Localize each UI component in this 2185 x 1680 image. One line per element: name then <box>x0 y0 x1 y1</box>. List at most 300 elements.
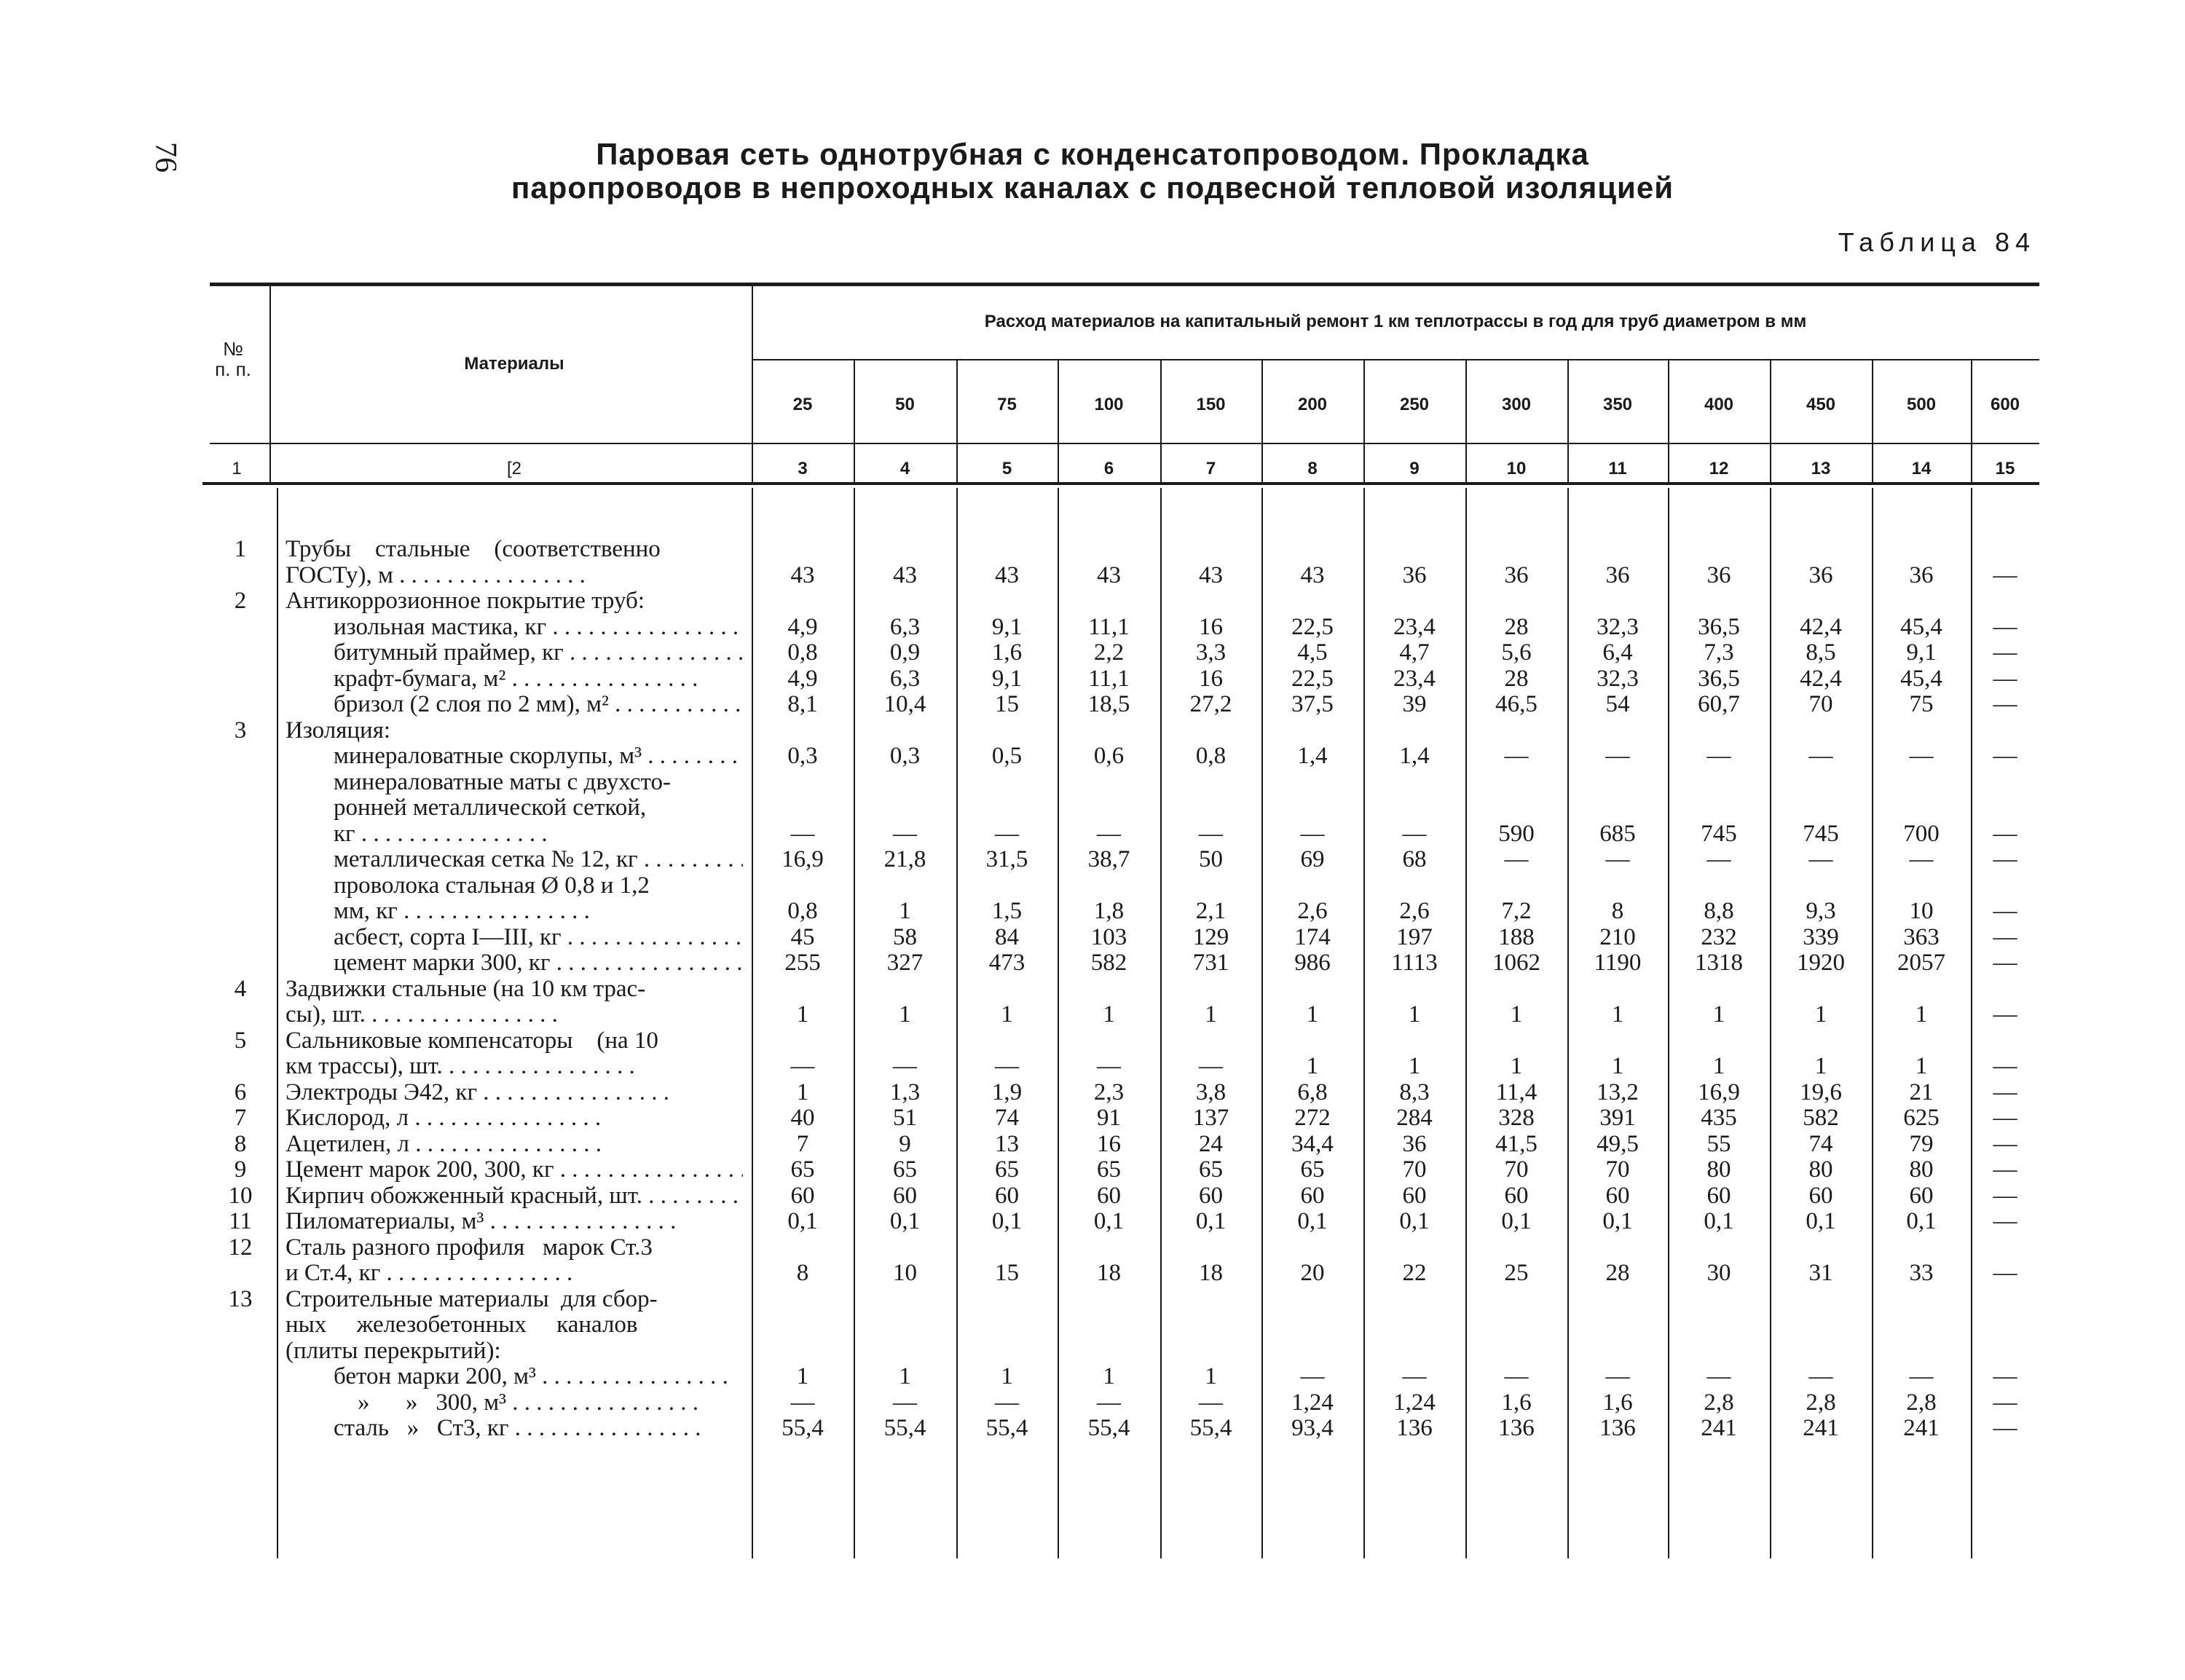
value-cell: 13 <box>995 1130 1019 1157</box>
value-cell: 1 <box>1205 1001 1217 1028</box>
header-materials: Материалы <box>464 354 564 374</box>
value-cell: 7 <box>796 1130 809 1157</box>
value-cell: 40 <box>790 1105 815 1131</box>
value-cell: 36 <box>1402 1130 1427 1157</box>
row-number: 13 <box>228 1285 253 1312</box>
value-cell: 30 <box>1706 1260 1731 1286</box>
value-cell: 7,2 <box>1501 898 1532 924</box>
value-cell: — <box>1504 1363 1529 1389</box>
value-cell: 55,4 <box>1087 1415 1130 1441</box>
value-cell: 65 <box>893 1156 917 1183</box>
value-cell: — <box>1993 1053 2017 1079</box>
value-cell: 0,1 <box>1093 1208 1125 1234</box>
material-label: сы), шт. . . . <box>286 1001 743 1028</box>
value-cell: 45,4 <box>1900 665 1942 692</box>
value-cell: 27,2 <box>1189 691 1232 717</box>
value-cell: 328 <box>1498 1105 1535 1131</box>
value-cell: 50 <box>1199 846 1223 872</box>
value-cell: 0,1 <box>1195 1208 1227 1234</box>
value-cell: 1,9 <box>991 1078 1023 1105</box>
value-cell: 2,8 <box>1704 1389 1734 1416</box>
value-cell: 36 <box>1909 561 1934 588</box>
value-cell: 11,1 <box>1088 665 1130 692</box>
value-cell: 2,1 <box>1195 898 1227 924</box>
value-cell: — <box>790 1053 815 1079</box>
table-label: Таблица 84 <box>1838 227 2036 257</box>
value-cell: 7,3 <box>1704 639 1734 666</box>
value-cell: 363 <box>1903 923 1940 950</box>
value-cell: 0,1 <box>1501 1208 1532 1234</box>
value-cell: 65 <box>995 1156 1019 1183</box>
value-cell: 8,5 <box>1806 639 1836 666</box>
value-cell: 32,3 <box>1597 665 1639 692</box>
value-cell: 43 <box>1199 561 1223 588</box>
value-cell: 174 <box>1294 923 1331 950</box>
vline-materials <box>277 488 278 1558</box>
value-cell: — <box>1993 639 2017 666</box>
value-cell: 731 <box>1192 950 1229 976</box>
value-cell: 91 <box>1097 1105 1121 1131</box>
value-cell: 65 <box>1199 1156 1223 1183</box>
value-cell: 1 <box>1510 1053 1523 1079</box>
value-cell: 0,3 <box>787 743 818 769</box>
material-label: металлическая сетка № 12, кг . . . <box>334 846 743 872</box>
header-diameter: 450 <box>1806 395 1836 414</box>
material-label: минераловатные скорлупы, м³ . . . <box>334 743 743 769</box>
material-label: битумный праймер, кг . . . <box>334 639 743 666</box>
value-cell: — <box>1199 820 1223 847</box>
value-cell: 21,8 <box>883 846 926 872</box>
value-cell: 1 <box>1001 1363 1013 1389</box>
value-cell: 2,2 <box>1093 639 1125 666</box>
page-number: 76 <box>149 142 182 173</box>
value-cell: 36 <box>1504 561 1529 588</box>
value-cell: — <box>1706 743 1731 769</box>
value-cell: 1,6 <box>1602 1389 1633 1416</box>
value-cell: — <box>1993 1363 2017 1389</box>
value-cell: — <box>1993 1001 2017 1028</box>
value-cell: — <box>1300 1363 1325 1389</box>
material-label: кг . . . <box>334 821 743 847</box>
header-num: № п. п. <box>215 338 251 380</box>
value-cell: — <box>1993 923 2017 950</box>
value-cell: 69 <box>1300 846 1325 872</box>
value-cell: 210 <box>1599 923 1636 950</box>
value-cell: — <box>1993 1105 2017 1131</box>
value-cell: 60 <box>1605 1182 1630 1209</box>
value-cell: 136 <box>1599 1415 1636 1441</box>
value-cell: 36 <box>1706 561 1731 588</box>
value-cell: 10 <box>893 1260 917 1286</box>
value-cell: 18 <box>1097 1260 1121 1286</box>
value-cell: 31 <box>1808 1260 1833 1286</box>
value-cell: 6,3 <box>889 613 921 640</box>
value-cell: 60 <box>1706 1182 1731 1209</box>
value-cell: — <box>1097 820 1121 847</box>
value-cell: 1 <box>1712 1001 1725 1028</box>
value-cell: 36 <box>1605 561 1630 588</box>
value-cell: 24 <box>1199 1130 1223 1157</box>
value-cell: 4,9 <box>787 665 818 692</box>
value-cell: 6,8 <box>1297 1078 1328 1105</box>
value-cell: 0,1 <box>1297 1208 1328 1234</box>
value-cell: 15 <box>995 691 1019 717</box>
value-cell: 1 <box>1205 1363 1217 1389</box>
value-cell: 42,4 <box>1800 665 1842 692</box>
colnum: 6 <box>1103 459 1114 478</box>
value-cell: — <box>1808 743 1833 769</box>
value-cell: 31,5 <box>985 846 1028 872</box>
value-cell: 241 <box>1803 1415 1839 1441</box>
value-cell: 74 <box>1808 1130 1833 1157</box>
material-label: сталь » Ст3, кг . . . <box>334 1415 743 1441</box>
value-cell: — <box>1909 846 1934 872</box>
value-cell: 6,3 <box>889 665 921 692</box>
value-cell: 272 <box>1294 1105 1331 1131</box>
header-diameter: 350 <box>1602 395 1633 414</box>
vline-num <box>269 286 271 483</box>
value-cell: 0,1 <box>787 1208 818 1234</box>
value-cell: 45,4 <box>1900 613 1942 640</box>
value-cell: — <box>1097 1053 1121 1079</box>
value-cell: — <box>1300 820 1325 847</box>
value-cell: 685 <box>1599 820 1636 847</box>
value-cell: — <box>1993 561 2017 588</box>
value-cell: 2057 <box>1897 950 1945 976</box>
value-cell: 22 <box>1402 1260 1427 1286</box>
value-cell: — <box>1993 665 2017 692</box>
value-cell: 339 <box>1803 923 1839 950</box>
value-cell: 8 <box>1611 898 1624 924</box>
value-cell: 1 <box>1408 1053 1421 1079</box>
value-cell: — <box>995 820 1019 847</box>
colnum: 14 <box>1911 459 1932 478</box>
material-label: Кислород, л . . . <box>286 1105 743 1131</box>
value-cell: — <box>1993 950 2017 976</box>
material-label: проволока стальная Ø 0,8 и 1,2 <box>334 872 650 899</box>
value-cell: 23,4 <box>1393 613 1436 640</box>
value-cell: 60 <box>893 1182 917 1209</box>
value-cell: 6,4 <box>1602 639 1633 666</box>
rule-top <box>210 283 2039 286</box>
value-cell: 1,6 <box>991 639 1023 666</box>
colnum: 5 <box>1001 459 1012 478</box>
value-cell: 32,3 <box>1597 613 1639 640</box>
value-cell: 28 <box>1504 665 1529 692</box>
value-cell: — <box>1199 1053 1223 1079</box>
value-cell: 1 <box>899 1001 911 1028</box>
value-cell: — <box>1993 743 2017 769</box>
value-cell: 8 <box>796 1260 809 1286</box>
value-cell: 11,1 <box>1088 613 1130 640</box>
value-cell: 1,24 <box>1291 1389 1334 1416</box>
value-cell: 10 <box>1909 898 1934 924</box>
value-cell: 2,3 <box>1093 1078 1125 1105</box>
value-cell: 0,1 <box>991 1208 1023 1234</box>
value-cell: 0,1 <box>889 1208 921 1234</box>
material-label: км трассы), шт. . . . <box>286 1053 743 1079</box>
value-cell: 1,8 <box>1093 898 1125 924</box>
material-label: и Ст.4, кг . . . <box>286 1260 743 1286</box>
colnum: 12 <box>1709 459 1729 478</box>
value-cell: 1 <box>1306 1001 1319 1028</box>
value-cell: — <box>995 1389 1019 1416</box>
header-diameter: 25 <box>792 395 813 414</box>
value-cell: 0,1 <box>1704 1208 1734 1234</box>
value-cell: 60 <box>1097 1182 1121 1209</box>
value-cell: 1 <box>1611 1053 1624 1079</box>
value-cell: — <box>1993 1078 2017 1105</box>
value-cell: 55,4 <box>985 1415 1028 1441</box>
value-cell: 41,5 <box>1495 1130 1538 1157</box>
value-cell: — <box>1706 846 1731 872</box>
value-cell: 327 <box>886 950 924 976</box>
value-cell: 80 <box>1706 1156 1731 1183</box>
value-cell: 582 <box>1090 950 1127 976</box>
material-label: изольная мастика, кг . . . <box>334 614 743 640</box>
material-label: Антикоррозионное покрытие труб: <box>286 588 645 614</box>
value-cell: — <box>995 1053 1019 1079</box>
value-cell: 60 <box>995 1182 1019 1209</box>
value-cell: 49,5 <box>1597 1130 1639 1157</box>
row-number: 6 <box>234 1078 247 1105</box>
value-cell: 60,7 <box>1698 691 1740 717</box>
value-cell: 986 <box>1294 950 1331 976</box>
value-cell: 25 <box>1504 1260 1529 1286</box>
value-cell: 65 <box>790 1156 815 1183</box>
value-cell: 0,3 <box>889 743 921 769</box>
value-cell: 20 <box>1300 1260 1325 1286</box>
row-number: 10 <box>228 1182 253 1209</box>
value-cell: 0,8 <box>1195 743 1227 769</box>
value-cell: 60 <box>1504 1182 1529 1209</box>
rule-colnum-bottom <box>202 482 2039 485</box>
value-cell: 75 <box>1909 691 1934 717</box>
value-cell: 0,5 <box>991 743 1023 769</box>
value-cell: — <box>1993 1182 2017 1209</box>
value-cell: 22,5 <box>1291 665 1334 692</box>
value-cell: 4,5 <box>1297 639 1328 666</box>
value-cell: 745 <box>1803 820 1839 847</box>
material-label: Электроды Э42, кг . . . <box>286 1079 743 1105</box>
value-cell: 58 <box>893 923 917 950</box>
row-number: 12 <box>228 1234 253 1261</box>
value-cell: 18,5 <box>1087 691 1130 717</box>
header-diameter: 50 <box>895 395 915 414</box>
row-number: 9 <box>234 1156 247 1183</box>
value-cell: 8,1 <box>787 691 818 717</box>
value-cell: 55 <box>1706 1130 1731 1157</box>
header-group: Расход материалов на капитальный ремонт 1 км теплотрассы в год для труб диаметром в мм <box>984 312 1807 331</box>
value-cell: 0,1 <box>1602 1208 1633 1234</box>
header-diameter: 600 <box>1990 395 2020 414</box>
value-cell: 43 <box>995 561 1019 588</box>
colnum: 15 <box>1995 459 2015 478</box>
page-title-line-1: Паровая сеть однотрубная с конденсатопроводом. Прокладка <box>596 137 1589 171</box>
value-cell: — <box>1808 1363 1833 1389</box>
value-cell: 1 <box>796 1078 809 1105</box>
colnum: 7 <box>1205 459 1216 478</box>
value-cell: 1 <box>1712 1053 1725 1079</box>
value-cell: 16,9 <box>1698 1078 1740 1105</box>
value-cell: 43 <box>790 561 815 588</box>
value-cell: 241 <box>1701 1415 1737 1441</box>
value-cell: — <box>893 820 917 847</box>
value-cell: 188 <box>1498 923 1535 950</box>
material-label: мм, кг . . . <box>334 898 743 924</box>
value-cell: — <box>1993 1415 2017 1441</box>
value-cell: 0,8 <box>787 639 818 666</box>
row-number: 4 <box>234 975 247 1002</box>
value-cell: — <box>1808 846 1833 872</box>
value-cell: 1 <box>1408 1001 1421 1028</box>
rule-diam <box>752 359 2039 360</box>
value-cell: 38,7 <box>1087 846 1130 872</box>
value-cell: — <box>1993 1389 2017 1416</box>
value-cell: 1 <box>1915 1001 1928 1028</box>
material-label: Ацетилен, л . . . <box>286 1131 743 1157</box>
value-cell: 10,4 <box>883 691 926 717</box>
row-number: 1 <box>234 536 247 562</box>
value-cell: 0,6 <box>1093 743 1125 769</box>
value-cell: 43 <box>1300 561 1325 588</box>
value-cell: 255 <box>784 950 821 976</box>
row-number: 3 <box>234 717 247 744</box>
value-cell: — <box>1402 820 1427 847</box>
value-cell: 0,9 <box>889 639 921 666</box>
value-cell: 1 <box>1510 1001 1523 1028</box>
value-cell: 1 <box>1103 1001 1115 1028</box>
value-cell: 74 <box>995 1105 1019 1131</box>
material-label: ных железобетонных каналов <box>286 1312 638 1338</box>
value-cell: 0,1 <box>1806 1208 1836 1234</box>
value-cell: 2,6 <box>1399 898 1430 924</box>
value-cell: 1 <box>1306 1053 1319 1079</box>
material-label: Пиломатериалы, м³ . . . <box>286 1208 743 1234</box>
value-cell: — <box>1993 1208 2017 1234</box>
colnum: [2 <box>506 459 521 478</box>
header-diameter: 100 <box>1094 395 1124 414</box>
material-label: бетон марки 200, м³ . . . <box>334 1363 743 1389</box>
material-label: Сальниковые компенсаторы (на 10 <box>286 1027 658 1054</box>
value-cell: 1,6 <box>1501 1389 1532 1416</box>
value-cell: 42,4 <box>1800 613 1842 640</box>
page-title-line-2: паропроводов в непроходных каналах с подвесной тепловой изоляцией <box>511 170 1674 205</box>
value-cell: 5,6 <box>1501 639 1532 666</box>
value-cell: 36,5 <box>1698 665 1740 692</box>
value-cell: 625 <box>1903 1105 1940 1131</box>
colnum: 3 <box>798 459 808 478</box>
value-cell: 43 <box>1097 561 1121 588</box>
value-cell: — <box>1993 1156 2017 1183</box>
value-cell: 70 <box>1808 691 1833 717</box>
value-cell: 21 <box>1909 1078 1934 1105</box>
row-number: 5 <box>234 1027 247 1054</box>
header-diameter: 400 <box>1704 395 1734 414</box>
header-diameter: 150 <box>1196 395 1226 414</box>
value-cell: 1,4 <box>1399 743 1430 769</box>
value-cell: 55,4 <box>782 1415 824 1441</box>
value-cell: — <box>1504 743 1529 769</box>
value-cell: 65 <box>1300 1156 1325 1183</box>
row-number: 11 <box>229 1208 252 1234</box>
value-cell: 435 <box>1701 1105 1737 1131</box>
value-cell: 1318 <box>1695 950 1743 976</box>
value-cell: — <box>1605 743 1630 769</box>
value-cell: 2,8 <box>1806 1389 1836 1416</box>
value-cell: 129 <box>1192 923 1229 950</box>
value-cell: — <box>1993 691 2017 717</box>
value-cell: 0,1 <box>1906 1208 1937 1234</box>
value-cell: 103 <box>1090 923 1127 950</box>
value-cell: 9,3 <box>1806 898 1836 924</box>
material-label: ГОСТу), м . . . <box>286 562 743 588</box>
value-cell: 93,4 <box>1291 1415 1334 1441</box>
value-cell: 1 <box>1103 1363 1115 1389</box>
row-number: 8 <box>234 1130 247 1157</box>
value-cell: 582 <box>1803 1105 1839 1131</box>
value-cell: 45 <box>790 923 815 950</box>
value-cell: — <box>1993 820 2017 847</box>
value-cell: 700 <box>1903 820 1940 847</box>
material-label: ронней металлической сеткой, <box>334 794 647 821</box>
material-label: бризол (2 слоя по 2 мм), м² . . . <box>334 691 743 717</box>
value-cell: — <box>1993 846 2017 872</box>
value-cell: 1 <box>1915 1053 1928 1079</box>
value-cell: 36,5 <box>1698 613 1740 640</box>
value-cell: 60 <box>1402 1182 1427 1209</box>
colnum: 13 <box>1811 459 1831 478</box>
value-cell: 136 <box>1498 1415 1535 1441</box>
header-diameter: 200 <box>1297 395 1328 414</box>
value-cell: 28 <box>1605 1260 1630 1286</box>
value-cell: 36 <box>1808 561 1833 588</box>
value-cell: 2,8 <box>1906 1389 1937 1416</box>
value-cell: — <box>1097 1389 1121 1416</box>
value-cell: 1,24 <box>1393 1389 1436 1416</box>
value-cell: 54 <box>1605 691 1630 717</box>
value-cell: — <box>1605 846 1630 872</box>
colnum: 9 <box>1409 459 1420 478</box>
value-cell: 70 <box>1605 1156 1630 1183</box>
material-label: Кирпич обожженный красный, шт. . . . <box>286 1183 743 1209</box>
value-cell: — <box>893 1389 917 1416</box>
value-cell: 11,4 <box>1495 1078 1538 1105</box>
value-cell: 70 <box>1504 1156 1529 1183</box>
colnum: 8 <box>1307 459 1318 478</box>
row-number: 2 <box>234 588 247 614</box>
value-cell: 19,6 <box>1800 1078 1842 1105</box>
value-cell: 473 <box>988 950 1025 976</box>
header-diameter: 250 <box>1399 395 1430 414</box>
value-cell: 1920 <box>1797 950 1845 976</box>
value-cell: 1 <box>1814 1053 1827 1079</box>
value-cell: 3,3 <box>1195 639 1227 666</box>
value-cell: — <box>1993 898 2017 924</box>
material-label: Сталь разного профиля марок Ст.3 <box>286 1234 653 1261</box>
value-cell: 36 <box>1402 561 1427 588</box>
value-cell: 1 <box>1814 1001 1827 1028</box>
value-cell: 60 <box>1300 1182 1325 1209</box>
value-cell: 51 <box>893 1105 917 1131</box>
colnum: 10 <box>1506 459 1527 478</box>
value-cell: 1 <box>1611 1001 1624 1028</box>
value-cell: 1,5 <box>991 898 1023 924</box>
material-label: Трубы стальные (соответственно <box>286 536 661 562</box>
value-cell: — <box>790 1389 815 1416</box>
value-cell: 60 <box>790 1182 815 1209</box>
value-cell: — <box>1993 613 2017 640</box>
